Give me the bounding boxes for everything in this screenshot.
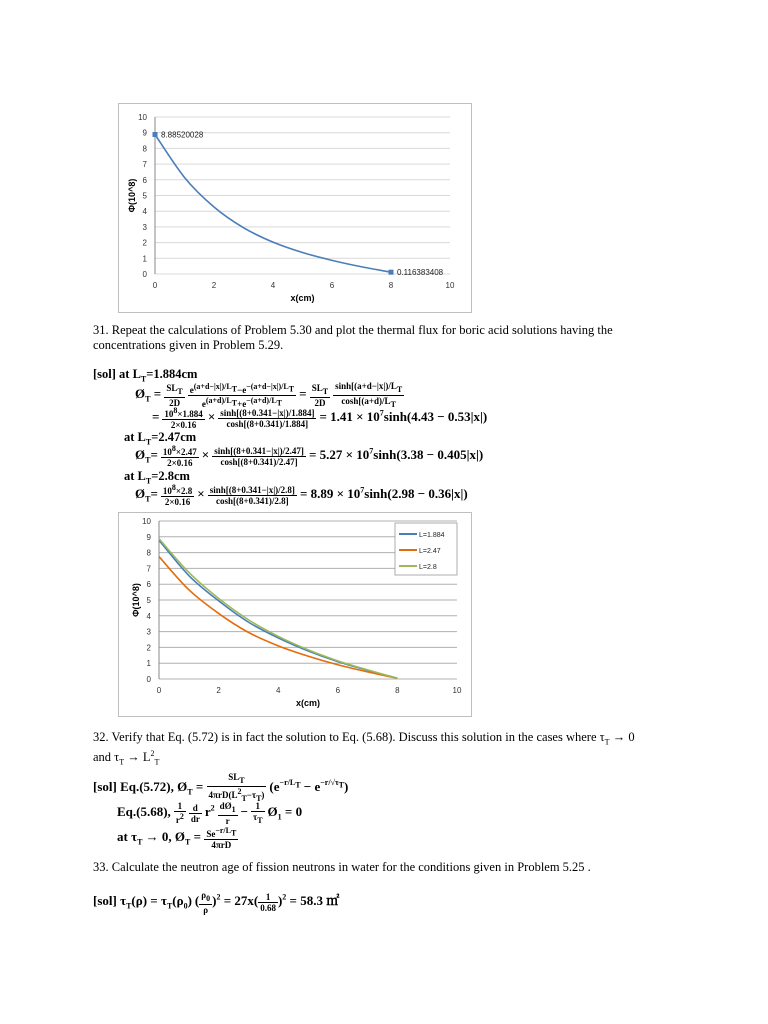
y-tick-label: 4	[146, 611, 151, 621]
x-tick-label: 4	[275, 686, 281, 695]
data-label: 8.88520028	[161, 130, 204, 140]
chart-1-frame	[118, 103, 472, 313]
y-tick-label: 9	[146, 532, 151, 542]
x-tick-label: 6	[335, 686, 341, 695]
y-tick-label: 0	[146, 675, 151, 684]
x-tick-label: 10	[445, 281, 455, 290]
legend-label: L=2.47	[419, 548, 441, 555]
equation-flux-general: $Ø_T$ = $\frac{SL_T}{2D}$ $\frac{e^{(a+d-|x|)/L_T}-e^{-(a+d-|x|)/L_T}}{e^{(a+d)/L_T}+e^{-(a+d)/L_T}}$ = $\frac{SL_T}{2D}$ $\frac{\sinh[(a+d-|x|)/L_T}{\cosh[(a+d)/L_T}$	[135, 381, 403, 409]
x-tick-label: 8	[388, 281, 394, 290]
y-tick-label: 2	[142, 238, 147, 248]
sol-32-limit: at $\tau_T \to 0$, $Ø_T$ = $\frac{Se^{-r/L_T}}{\text{4πrD}}$	[117, 826, 237, 850]
x-tick-label: 4	[270, 281, 276, 290]
sol-32-eq568: Eq.(5.68), $\frac{1}{r^2}$ $\frac{d}{dr}$ $r^2$ $\frac{dØ_1}{r}$ − $\frac{1}{\tau_T}$ $Ø_1 = 0$	[117, 801, 303, 826]
y-tick-label: 10	[142, 517, 151, 526]
y-tick-label: 0	[142, 270, 147, 279]
y-tick-label: 1	[142, 254, 147, 264]
y-tick-label: 3	[142, 222, 147, 232]
y-tick-label: 5	[146, 596, 151, 605]
x-axis-label: x(cm)	[290, 293, 315, 303]
legend-label: L=2.8	[419, 564, 437, 571]
y-tick-label: 8	[146, 548, 151, 558]
series-line-1	[155, 135, 391, 273]
chart-1	[119, 104, 471, 312]
equation-flux-1884: = $\frac{10^8\times 1.884}{2\times 0.16}$ × $\frac{\sinh[(8+0.341-|x|)/1.884]}{\cosh[(8+0.341)/1.884]}$ = $1.41 \times 10^7\sinh(4.43 - 0.53|x|)$	[152, 406, 488, 430]
at-28-heading: at $L_T=2.8cm$	[124, 469, 190, 486]
chart-2-frame	[118, 512, 472, 717]
x-tick-label: 0	[156, 686, 162, 695]
y-tick-label: 8	[142, 144, 147, 154]
y-tick-label: 7	[142, 160, 147, 170]
y-tick-label: 6	[146, 580, 151, 590]
data-label: 0.116383408	[397, 268, 444, 278]
series-line-2	[159, 557, 397, 679]
x-axis-label: x(cm)	[295, 698, 321, 708]
data-point-marker	[153, 132, 158, 137]
x-tick-label: 2	[216, 686, 221, 695]
x-tick-label: 0	[152, 281, 158, 290]
at-247-heading: at $L_T=2.47cm$	[124, 430, 197, 447]
problem-32-line1: 32. Verify that Eq. (5.72) is in fact the solution to Eq. (5.68). Discuss this solution in the cases where $\tau_T \to 0$	[93, 730, 635, 747]
x-tick-label: 8	[395, 686, 400, 695]
problem-31-line1: 31. Repeat the calculations of Problem 5.30 and plot the thermal flux for boric acid solutions having the	[93, 323, 613, 337]
sol-32-eq572: [sol] Eq.(5.72), $Ø_T$ = $\frac{SL_T}{4\pi rD(L^2_T-\tau_T)}$ $(e^{-r/L_T} - e^{-r/√\tau_T})$	[93, 772, 349, 803]
y-tick-label: 5	[142, 191, 147, 201]
problem-33: 33. Calculate the neutron age of fission neutrons in water for the conditions given in Problem 5.25 .	[93, 860, 591, 874]
data-point-marker	[389, 270, 394, 275]
equation-flux-28: $Ø_T=$ $\frac{10^8\times 2.8}{2\times 0.16}$ × $\frac{\sinh[(8+0.341-|x|)/2.8]}{\cosh[(8+0.341)/2.8]}$ = $8.89 \times 10^7\sinh(2.98 - 0.36|x|)$	[135, 483, 468, 507]
sol-31-heading: [sol] at $L_T=1.884cm$	[93, 367, 198, 384]
y-tick-label: 7	[146, 564, 151, 574]
sol-33-equation: [sol] $\tau_T(\rho) = \tau_T(\rho_0)$ ( $\frac{\rho_0}{\rho}$ )$^2$ = 27x( $\frac{1}{0.68}$ )$^2$ = 58.3 ㎡	[93, 890, 340, 915]
y-tick-label: 4	[142, 207, 147, 217]
legend-label: L=1.884	[419, 532, 445, 539]
y-tick-label: 3	[146, 627, 151, 637]
y-tick-label: 9	[142, 128, 147, 138]
chart-2	[119, 513, 471, 716]
equation-flux-247: $Ø_T=$ $\frac{10^8\times 2.47}{2\times 0.16}$ × $\frac{\sinh[(8+0.341-|x|)/2.47]}{\cosh[(8+0.341)/2.47]}$ = $5.27 \times 10^7\sinh(3.38 - 0.405|x|)$	[135, 444, 484, 468]
series-line-1	[159, 540, 397, 678]
y-axis-label: Φ(10^8)	[127, 178, 137, 213]
series-line-3	[159, 539, 397, 679]
x-tick-label: 2	[211, 281, 217, 290]
y-tick-label: 10	[138, 113, 147, 122]
problem-31-line2: concentrations given in Problem 5.29.	[93, 338, 284, 352]
y-tick-label: 2	[146, 643, 151, 653]
x-tick-label: 6	[329, 281, 335, 290]
y-tick-label: 1	[146, 659, 151, 669]
x-tick-label: 10	[452, 686, 462, 695]
problem-32-line2: and $\tau_T \to L^2_T$	[93, 749, 160, 767]
y-axis-label: Φ(10^8)	[131, 583, 141, 617]
y-tick-label: 6	[142, 175, 147, 185]
